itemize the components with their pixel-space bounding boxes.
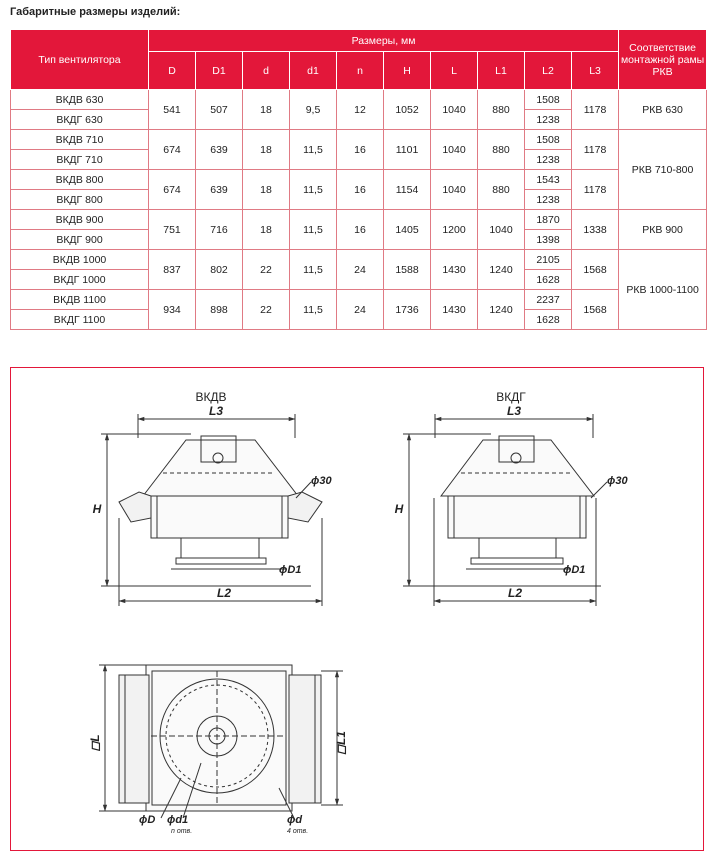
cell-L2: 2237 [525, 290, 572, 310]
cell-n: 24 [337, 250, 384, 290]
cell-L2: 1238 [525, 190, 572, 210]
cell-L1: 1040 [478, 210, 525, 250]
type-cell: ВКДВ 710 [11, 130, 149, 150]
cell-L3: 1178 [572, 90, 619, 130]
vkdg-elevation [395, 390, 629, 606]
cell-L1: 880 [478, 130, 525, 170]
plan-view [88, 665, 348, 835]
cell-D: 674 [149, 170, 196, 210]
type-cell: ВКДВ 900 [11, 210, 149, 230]
cell-d1: 11,5 [290, 170, 337, 210]
h-label: H [92, 502, 102, 516]
cell-L2: 1870 [525, 210, 572, 230]
col-header: L2 [525, 52, 572, 90]
cell-H: 1052 [384, 90, 431, 130]
cell-D1: 639 [196, 170, 243, 210]
cell-H: 1405 [384, 210, 431, 250]
col-header: D1 [196, 52, 243, 90]
cell-H: 1154 [384, 170, 431, 210]
table-row [11, 250, 707, 270]
sizes-header: Размеры, мм [149, 30, 619, 52]
cell-n: 16 [337, 170, 384, 210]
fan-drawings [11, 368, 703, 850]
cell-L1: 1240 [478, 290, 525, 330]
cell-L2: 1628 [525, 310, 572, 330]
cell-d1: 11,5 [290, 290, 337, 330]
cell-L3: 1568 [572, 250, 619, 290]
h-label-right: H [394, 502, 404, 516]
cell-d1: 9,5 [290, 90, 337, 130]
type-cell: ВКДГ 630 [11, 110, 149, 130]
cell-d: 22 [243, 250, 290, 290]
cell-L2: 1508 [525, 90, 572, 110]
d1-dim-label-right: ϕD1 [563, 564, 586, 576]
type-cell: ВКДВ 630 [11, 90, 149, 110]
cell-L2: 1508 [525, 130, 572, 150]
technical-drawing-panel [10, 367, 704, 851]
cell-d1: 11,5 [290, 250, 337, 290]
col-header: d [243, 52, 290, 90]
cell-L: 1430 [431, 290, 478, 330]
vkdv-elevation [93, 390, 333, 606]
type-cell: ВКДГ 900 [11, 230, 149, 250]
type-cell: ВКДГ 800 [11, 190, 149, 210]
cell-H: 1736 [384, 290, 431, 330]
cell-L1: 1240 [478, 250, 525, 290]
frame-header: Соответствие монтажной рамы РКВ [619, 30, 707, 90]
cell-D1: 716 [196, 210, 243, 250]
cell-L3: 1178 [572, 170, 619, 210]
cell-D1: 507 [196, 90, 243, 130]
cell-L1: 880 [478, 90, 525, 130]
cell-d: 18 [243, 130, 290, 170]
table-row [11, 130, 707, 150]
cell-L: 1040 [431, 170, 478, 210]
frame-cell: РКВ 710-800 [619, 130, 707, 210]
frame-cell: РКВ 630 [619, 90, 707, 130]
vkdg-title: ВКДГ [496, 390, 526, 404]
col-header: n [337, 52, 384, 90]
l-label: ◻L [88, 734, 102, 752]
cell-D: 751 [149, 210, 196, 250]
cell-L3: 1178 [572, 130, 619, 170]
cell-L: 1430 [431, 250, 478, 290]
cell-n: 16 [337, 130, 384, 170]
cell-L2: 1238 [525, 150, 572, 170]
cell-D: 837 [149, 250, 196, 290]
cell-L2: 1398 [525, 230, 572, 250]
cell-D: 541 [149, 90, 196, 130]
col-header: d1 [290, 52, 337, 90]
cell-H: 1588 [384, 250, 431, 290]
cell-L2: 2105 [525, 250, 572, 270]
d1-dim-label: ϕD1 [279, 564, 302, 576]
table-row [11, 90, 707, 110]
small-d1-label: ϕd1 [167, 814, 189, 826]
frame-cell: РКВ 900 [619, 210, 707, 250]
type-cell: ВКДГ 1100 [11, 310, 149, 330]
cell-n: 16 [337, 210, 384, 250]
vkdv-title: ВКДВ [195, 390, 227, 404]
cell-d1: 11,5 [290, 130, 337, 170]
type-cell: ВКДГ 1000 [11, 270, 149, 290]
phi30-label: ϕ30 [311, 475, 332, 487]
col-header: H [384, 52, 431, 90]
table-row [11, 170, 707, 190]
cell-L3: 1338 [572, 210, 619, 250]
n-holes-label: n отв. [171, 828, 193, 835]
cell-L: 1040 [431, 130, 478, 170]
l2-label-right: L2 [507, 586, 523, 600]
page-heading: Габаритные размеры изделий: [10, 6, 181, 18]
cell-L2: 1543 [525, 170, 572, 190]
cell-L: 1200 [431, 210, 478, 250]
frame-cell: РКВ 1000-1100 [619, 250, 707, 330]
phi30-label-right: ϕ30 [607, 475, 628, 487]
type-cell: ВКДВ 1000 [11, 250, 149, 270]
small-d-label: ϕd [287, 814, 303, 826]
cell-d: 18 [243, 90, 290, 130]
cell-L2: 1628 [525, 270, 572, 290]
cell-L: 1040 [431, 90, 478, 130]
cell-D1: 802 [196, 250, 243, 290]
type-header: Тип вентилятора [11, 30, 149, 90]
col-header: L1 [478, 52, 525, 90]
cell-d: 18 [243, 210, 290, 250]
cell-n: 12 [337, 90, 384, 130]
d-dim-label: ϕD [139, 814, 156, 826]
type-cell: ВКДВ 1100 [11, 290, 149, 310]
l1-label: ◻L1 [334, 731, 348, 755]
cell-n: 24 [337, 290, 384, 330]
cell-D: 934 [149, 290, 196, 330]
type-cell: ВКДГ 710 [11, 150, 149, 170]
cell-L1: 880 [478, 170, 525, 210]
table-row [11, 290, 707, 310]
col-header: L3 [572, 52, 619, 90]
l3-label-right: L3 [506, 404, 522, 418]
col-header: D [149, 52, 196, 90]
cell-d: 22 [243, 290, 290, 330]
col-header: L [431, 52, 478, 90]
cell-d: 18 [243, 170, 290, 210]
cell-L2: 1238 [525, 110, 572, 130]
cell-D: 674 [149, 130, 196, 170]
l3-label: L3 [208, 404, 224, 418]
cell-D1: 639 [196, 130, 243, 170]
cell-L3: 1568 [572, 290, 619, 330]
cell-D1: 898 [196, 290, 243, 330]
cell-d1: 11,5 [290, 210, 337, 250]
type-cell: ВКДВ 800 [11, 170, 149, 190]
cell-H: 1101 [384, 130, 431, 170]
four-holes-label: 4 отв. [287, 828, 309, 835]
table-row [11, 210, 707, 230]
l2-label: L2 [216, 586, 232, 600]
dimensions-table [10, 29, 707, 330]
